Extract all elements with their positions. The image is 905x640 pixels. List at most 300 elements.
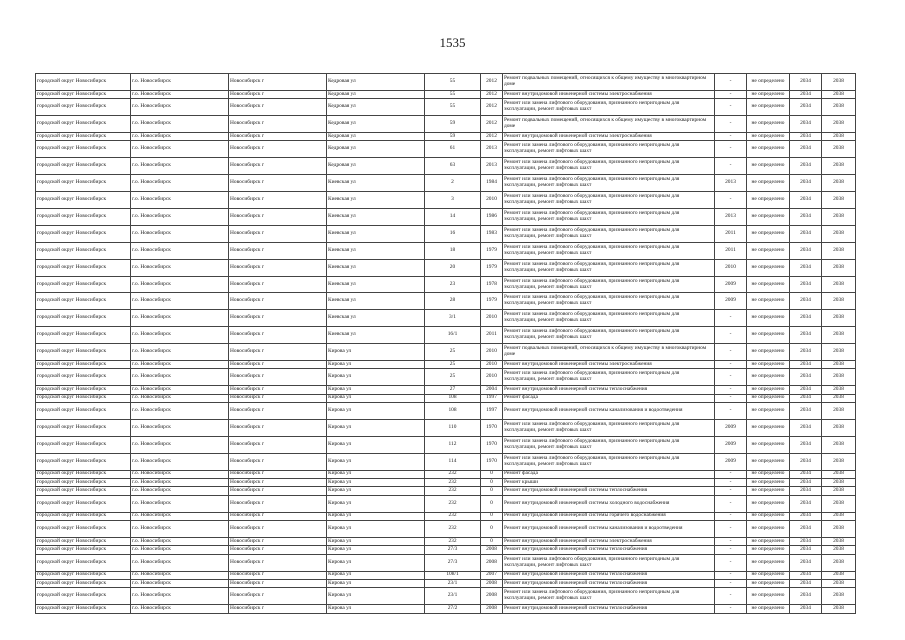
- period-end-cell: 2038: [822, 90, 856, 98]
- street-cell: Киевская ул: [327, 259, 425, 276]
- last-repair-year-cell: 2009: [715, 419, 747, 436]
- municipality-cell: городской округ Новосибирск: [36, 344, 131, 361]
- period-start-cell: 2034: [790, 419, 822, 436]
- street-cell: Киевская ул: [327, 327, 425, 344]
- house-number-cell: 55: [425, 90, 481, 98]
- build-year-cell: 2008: [481, 546, 503, 554]
- district-cell: г.о. Новосибирск: [131, 394, 229, 402]
- district-cell: г.о. Новосибирск: [131, 588, 229, 605]
- status-cell: не определено: [747, 310, 790, 327]
- work-type-cell: Ремонт подвальных помещений, относящихся к общему имуществу в многоквартирном доме: [503, 74, 715, 91]
- status-cell: не определено: [747, 580, 790, 588]
- table-row: [36, 90, 856, 98]
- work-type-cell: Ремонт внутридомовой инженерной системы электроснабжения: [503, 538, 715, 546]
- city-cell: Новосибирск г: [229, 512, 327, 520]
- house-number-cell: 27/3: [425, 546, 481, 554]
- house-number-cell: 114: [425, 453, 481, 470]
- period-start-cell: 2034: [790, 225, 822, 242]
- street-cell: Кирова ул: [327, 605, 425, 613]
- build-year-cell: 2013: [481, 158, 503, 175]
- build-year-cell: 2010: [481, 369, 503, 386]
- table-row: [36, 580, 856, 588]
- district-cell: г.о. Новосибирск: [131, 479, 229, 487]
- city-cell: Новосибирск г: [229, 394, 327, 402]
- status-cell: не определено: [747, 116, 790, 133]
- work-type-cell: Ремонт внутридомовой инженерной системы теплоснабжения: [503, 487, 715, 495]
- table-row: [36, 175, 856, 192]
- period-end-cell: 2038: [822, 242, 856, 259]
- period-end-cell: 2038: [822, 192, 856, 209]
- work-type-cell: Ремонт внутридомовой инженерной системы электроснабжения: [503, 361, 715, 369]
- house-number-cell: 55: [425, 74, 481, 91]
- house-number-cell: 16/1: [425, 327, 481, 344]
- period-start-cell: 2034: [790, 99, 822, 116]
- district-cell: г.о. Новосибирск: [131, 327, 229, 344]
- last-repair-year-cell: -: [715, 133, 747, 141]
- period-end-cell: 2038: [822, 479, 856, 487]
- work-type-cell: Ремонт внутридомовой инженерной системы теплоснабжения: [503, 571, 715, 579]
- status-cell: не определено: [747, 571, 790, 579]
- city-cell: Новосибирск г: [229, 453, 327, 470]
- period-start-cell: 2034: [790, 344, 822, 361]
- status-cell: не определено: [747, 209, 790, 226]
- period-start-cell: 2034: [790, 487, 822, 495]
- build-year-cell: 1983: [481, 225, 503, 242]
- table-row: [36, 394, 856, 402]
- table-row: [36, 209, 856, 226]
- work-type-cell: Ремонт или замена лифтового оборудования, признанного непригодным для эксплуатации, ремонт лифтовых шахт: [503, 436, 715, 453]
- work-type-cell: Ремонт или замена лифтового оборудования, признанного непригодным для эксплуатации, ремонт лифтовых шахт: [503, 192, 715, 209]
- period-end-cell: 2038: [822, 538, 856, 546]
- period-end-cell: 2038: [822, 436, 856, 453]
- district-cell: г.о. Новосибирск: [131, 209, 229, 226]
- last-repair-year-cell: 2009: [715, 453, 747, 470]
- district-cell: г.о. Новосибирск: [131, 546, 229, 554]
- table-row: [36, 327, 856, 344]
- district-cell: г.о. Новосибирск: [131, 580, 229, 588]
- period-end-cell: 2038: [822, 546, 856, 554]
- build-year-cell: 2008: [481, 580, 503, 588]
- house-number-cell: 232: [425, 521, 481, 538]
- period-end-cell: 2038: [822, 344, 856, 361]
- status-cell: не определено: [747, 386, 790, 394]
- district-cell: г.о. Новосибирск: [131, 158, 229, 175]
- period-end-cell: 2038: [822, 521, 856, 538]
- status-cell: не определено: [747, 419, 790, 436]
- house-number-cell: 3/1: [425, 310, 481, 327]
- last-repair-year-cell: -: [715, 605, 747, 613]
- build-year-cell: 1970: [481, 436, 503, 453]
- city-cell: Новосибирск г: [229, 580, 327, 588]
- build-year-cell: 0: [481, 538, 503, 546]
- district-cell: г.о. Новосибирск: [131, 361, 229, 369]
- status-cell: не определено: [747, 158, 790, 175]
- last-repair-year-cell: -: [715, 588, 747, 605]
- build-year-cell: 1979: [481, 259, 503, 276]
- period-start-cell: 2034: [790, 242, 822, 259]
- city-cell: Новосибирск г: [229, 369, 327, 386]
- house-number-cell: 63: [425, 158, 481, 175]
- house-number-cell: 108: [425, 394, 481, 402]
- city-cell: Новосибирск г: [229, 479, 327, 487]
- build-year-cell: 2012: [481, 116, 503, 133]
- municipality-cell: городской округ Новосибирск: [36, 242, 131, 259]
- status-cell: не определено: [747, 259, 790, 276]
- city-cell: Новосибирск г: [229, 538, 327, 546]
- period-start-cell: 2034: [790, 403, 822, 420]
- period-end-cell: 2038: [822, 259, 856, 276]
- municipality-cell: городской округ Новосибирск: [36, 605, 131, 613]
- last-repair-year-cell: 2009: [715, 436, 747, 453]
- build-year-cell: 1979: [481, 293, 503, 310]
- city-cell: Новосибирск г: [229, 605, 327, 613]
- district-cell: г.о. Новосибирск: [131, 436, 229, 453]
- street-cell: Киевская ул: [327, 225, 425, 242]
- house-number-cell: 25: [425, 361, 481, 369]
- municipality-cell: городской округ Новосибирск: [36, 386, 131, 394]
- work-type-cell: Ремонт или замена лифтового оборудования, признанного непригодным для эксплуатации, ремонт лифтовых шахт: [503, 327, 715, 344]
- status-cell: не определено: [747, 554, 790, 571]
- municipality-cell: городской округ Новосибирск: [36, 158, 131, 175]
- last-repair-year-cell: -: [715, 479, 747, 487]
- city-cell: Новосибирск г: [229, 133, 327, 141]
- build-year-cell: 2012: [481, 99, 503, 116]
- table-row: [36, 512, 856, 520]
- district-cell: г.о. Новосибирск: [131, 538, 229, 546]
- period-end-cell: 2038: [822, 225, 856, 242]
- page-number: 1535: [439, 35, 466, 50]
- table-row: [36, 521, 856, 538]
- period-end-cell: 2038: [822, 554, 856, 571]
- registry-table: [35, 73, 856, 614]
- district-cell: г.о. Новосибирск: [131, 116, 229, 133]
- district-cell: г.о. Новосибирск: [131, 554, 229, 571]
- house-number-cell: 55: [425, 99, 481, 116]
- municipality-cell: городской округ Новосибирск: [36, 259, 131, 276]
- build-year-cell: 0: [481, 521, 503, 538]
- work-type-cell: Ремонт подвальных помещений, относящихся к общему имуществу в многоквартирном доме: [503, 116, 715, 133]
- house-number-cell: 25: [425, 369, 481, 386]
- period-end-cell: 2038: [822, 209, 856, 226]
- city-cell: Новосибирск г: [229, 487, 327, 495]
- house-number-cell: 108: [425, 403, 481, 420]
- period-start-cell: 2034: [790, 74, 822, 91]
- work-type-cell: Ремонт внутридомовой инженерной системы теплоснабжения: [503, 605, 715, 613]
- district-cell: г.о. Новосибирск: [131, 453, 229, 470]
- status-cell: не определено: [747, 293, 790, 310]
- build-year-cell: 2004: [481, 386, 503, 394]
- street-cell: Кирова ул: [327, 538, 425, 546]
- street-cell: Киевская ул: [327, 293, 425, 310]
- table-row: [36, 470, 856, 478]
- municipality-cell: городской округ Новосибирск: [36, 436, 131, 453]
- last-repair-year-cell: -: [715, 394, 747, 402]
- last-repair-year-cell: 2013: [715, 175, 747, 192]
- period-end-cell: 2038: [822, 386, 856, 394]
- street-cell: Кирова ул: [327, 571, 425, 579]
- table-row: [36, 605, 856, 613]
- street-cell: Кирова ул: [327, 453, 425, 470]
- district-cell: г.о. Новосибирск: [131, 141, 229, 158]
- street-cell: Кирова ул: [327, 580, 425, 588]
- street-cell: Кедровая ул: [327, 99, 425, 116]
- municipality-cell: городской округ Новосибирск: [36, 512, 131, 520]
- period-start-cell: 2034: [790, 479, 822, 487]
- city-cell: Новосибирск г: [229, 571, 327, 579]
- table-row: [36, 259, 856, 276]
- last-repair-year-cell: -: [715, 369, 747, 386]
- municipality-cell: городской округ Новосибирск: [36, 419, 131, 436]
- municipality-cell: городской округ Новосибирск: [36, 487, 131, 495]
- work-type-cell: Ремонт или замена лифтового оборудования, признанного непригодным для эксплуатации, ремонт лифтовых шахт: [503, 276, 715, 293]
- street-cell: Кирова ул: [327, 554, 425, 571]
- table-row: [36, 487, 856, 495]
- district-cell: г.о. Новосибирск: [131, 259, 229, 276]
- work-type-cell: Ремонт внутридомовой инженерной системы теплоснабжения: [503, 386, 715, 394]
- last-repair-year-cell: -: [715, 403, 747, 420]
- district-cell: г.о. Новосибирск: [131, 386, 229, 394]
- period-start-cell: 2034: [790, 90, 822, 98]
- house-number-cell: 112: [425, 436, 481, 453]
- table-row: [36, 344, 856, 361]
- street-cell: Кирова ул: [327, 344, 425, 361]
- municipality-cell: городской округ Новосибирск: [36, 310, 131, 327]
- table-row: [36, 495, 856, 512]
- district-cell: г.о. Новосибирск: [131, 605, 229, 613]
- house-number-cell: 232: [425, 495, 481, 512]
- period-start-cell: 2034: [790, 133, 822, 141]
- period-end-cell: 2038: [822, 116, 856, 133]
- municipality-cell: городской округ Новосибирск: [36, 479, 131, 487]
- house-number-cell: 14: [425, 209, 481, 226]
- status-cell: не определено: [747, 74, 790, 91]
- district-cell: г.о. Новосибирск: [131, 90, 229, 98]
- status-cell: не определено: [747, 436, 790, 453]
- district-cell: г.о. Новосибирск: [131, 571, 229, 579]
- status-cell: не определено: [747, 141, 790, 158]
- last-repair-year-cell: 2009: [715, 276, 747, 293]
- municipality-cell: городской округ Новосибирск: [36, 369, 131, 386]
- table-row: [36, 538, 856, 546]
- period-end-cell: 2038: [822, 495, 856, 512]
- city-cell: Новосибирск г: [229, 99, 327, 116]
- municipality-cell: городской округ Новосибирск: [36, 453, 131, 470]
- city-cell: Новосибирск г: [229, 225, 327, 242]
- status-cell: не определено: [747, 361, 790, 369]
- street-cell: Кирова ул: [327, 521, 425, 538]
- city-cell: Новосибирск г: [229, 344, 327, 361]
- build-year-cell: 1970: [481, 419, 503, 436]
- street-cell: Киевская ул: [327, 192, 425, 209]
- last-repair-year-cell: -: [715, 487, 747, 495]
- status-cell: не определено: [747, 512, 790, 520]
- period-start-cell: 2034: [790, 276, 822, 293]
- city-cell: Новосибирск г: [229, 470, 327, 478]
- status-cell: не определено: [747, 495, 790, 512]
- table-row: [36, 588, 856, 605]
- period-end-cell: 2038: [822, 74, 856, 91]
- work-type-cell: Ремонт или замена лифтового оборудования, признанного непригодным для эксплуатации, ремонт лифтовых шахт: [503, 158, 715, 175]
- work-type-cell: Ремонт внутридомовой инженерной системы холодного водоснабжения: [503, 495, 715, 512]
- city-cell: Новосибирск г: [229, 495, 327, 512]
- street-cell: Кирова ул: [327, 369, 425, 386]
- status-cell: не определено: [747, 276, 790, 293]
- street-cell: Кедровая ул: [327, 133, 425, 141]
- table-row: [36, 141, 856, 158]
- work-type-cell: Ремонт внутридомовой инженерной системы теплоснабжения: [503, 546, 715, 554]
- municipality-cell: городской округ Новосибирск: [36, 361, 131, 369]
- city-cell: Новосибирск г: [229, 293, 327, 310]
- period-end-cell: 2038: [822, 175, 856, 192]
- table-row: [36, 158, 856, 175]
- city-cell: Новосибирск г: [229, 419, 327, 436]
- district-cell: г.о. Новосибирск: [131, 310, 229, 327]
- house-number-cell: 23/1: [425, 588, 481, 605]
- period-start-cell: 2034: [790, 588, 822, 605]
- work-type-cell: Ремонт фасада: [503, 470, 715, 478]
- street-cell: Кирова ул: [327, 512, 425, 520]
- table-row: [36, 419, 856, 436]
- work-type-cell: Ремонт или замена лифтового оборудования, признанного непригодным для эксплуатации, ремонт лифтовых шахт: [503, 310, 715, 327]
- status-cell: не определено: [747, 521, 790, 538]
- registry-body: [36, 74, 856, 614]
- build-year-cell: 0: [481, 470, 503, 478]
- period-end-cell: 2038: [822, 470, 856, 478]
- period-end-cell: 2038: [822, 99, 856, 116]
- city-cell: Новосибирск г: [229, 436, 327, 453]
- period-end-cell: 2038: [822, 133, 856, 141]
- district-cell: г.о. Новосибирск: [131, 495, 229, 512]
- house-number-cell: 27: [425, 386, 481, 394]
- period-end-cell: 2038: [822, 369, 856, 386]
- work-type-cell: Ремонт или замена лифтового оборудования, признанного непригодным для эксплуатации, ремонт лифтовых шахт: [503, 175, 715, 192]
- table-row: [36, 546, 856, 554]
- status-cell: не определено: [747, 327, 790, 344]
- street-cell: Киевская ул: [327, 209, 425, 226]
- city-cell: Новосибирск г: [229, 521, 327, 538]
- last-repair-year-cell: -: [715, 386, 747, 394]
- street-cell: Кедровая ул: [327, 141, 425, 158]
- house-number-cell: 59: [425, 116, 481, 133]
- municipality-cell: городской округ Новосибирск: [36, 116, 131, 133]
- street-cell: Кирова ул: [327, 588, 425, 605]
- build-year-cell: 0: [481, 495, 503, 512]
- district-cell: г.о. Новосибирск: [131, 512, 229, 520]
- last-repair-year-cell: -: [715, 495, 747, 512]
- period-end-cell: 2038: [822, 361, 856, 369]
- work-type-cell: Ремонт или замена лифтового оборудования, признанного непригодным для эксплуатации, ремонт лифтовых шахт: [503, 453, 715, 470]
- house-number-cell: 2: [425, 175, 481, 192]
- build-year-cell: 2013: [481, 141, 503, 158]
- district-cell: г.о. Новосибирск: [131, 74, 229, 91]
- house-number-cell: 23: [425, 276, 481, 293]
- work-type-cell: Ремонт внутридомовой инженерной системы горячего водоснабжения: [503, 512, 715, 520]
- work-type-cell: Ремонт или замена лифтового оборудования, признанного непригодным для эксплуатации, ремонт лифтовых шахт: [503, 419, 715, 436]
- municipality-cell: городской округ Новосибирск: [36, 546, 131, 554]
- table-row: [36, 225, 856, 242]
- build-year-cell: 2010: [481, 361, 503, 369]
- street-cell: Кирова ул: [327, 495, 425, 512]
- last-repair-year-cell: -: [715, 538, 747, 546]
- street-cell: Киевская ул: [327, 175, 425, 192]
- period-start-cell: 2034: [790, 512, 822, 520]
- street-cell: Кирова ул: [327, 419, 425, 436]
- period-start-cell: 2034: [790, 580, 822, 588]
- work-type-cell: Ремонт внутридомовой инженерной системы электроснабжения: [503, 133, 715, 141]
- period-end-cell: 2038: [822, 453, 856, 470]
- house-number-cell: 3: [425, 192, 481, 209]
- period-end-cell: 2038: [822, 310, 856, 327]
- house-number-cell: 28: [425, 293, 481, 310]
- municipality-cell: городской округ Новосибирск: [36, 327, 131, 344]
- district-cell: г.о. Новосибирск: [131, 192, 229, 209]
- period-start-cell: 2034: [790, 571, 822, 579]
- build-year-cell: 2012: [481, 133, 503, 141]
- municipality-cell: городской округ Новосибирск: [36, 276, 131, 293]
- street-cell: Киевская ул: [327, 310, 425, 327]
- last-repair-year-cell: -: [715, 361, 747, 369]
- table-row: [36, 403, 856, 420]
- period-start-cell: 2034: [790, 470, 822, 478]
- table-row: [36, 192, 856, 209]
- street-cell: Кирова ул: [327, 470, 425, 478]
- build-year-cell: 1984: [481, 175, 503, 192]
- municipality-cell: городской округ Новосибирск: [36, 141, 131, 158]
- city-cell: Новосибирск г: [229, 74, 327, 91]
- city-cell: Новосибирск г: [229, 554, 327, 571]
- last-repair-year-cell: -: [715, 470, 747, 478]
- period-start-cell: 2034: [790, 546, 822, 554]
- street-cell: Кедровая ул: [327, 74, 425, 91]
- district-cell: г.о. Новосибирск: [131, 369, 229, 386]
- work-type-cell: Ремонт или замена лифтового оборудования, признанного непригодным для эксплуатации, ремонт лифтовых шахт: [503, 293, 715, 310]
- municipality-cell: городской округ Новосибирск: [36, 403, 131, 420]
- city-cell: Новосибирск г: [229, 588, 327, 605]
- build-year-cell: 2008: [481, 554, 503, 571]
- work-type-cell: Ремонт или замена лифтового оборудования, признанного непригодным для эксплуатации, ремонт лифтовых шахт: [503, 369, 715, 386]
- street-cell: Киевская ул: [327, 276, 425, 293]
- house-number-cell: 232: [425, 538, 481, 546]
- status-cell: не определено: [747, 394, 790, 402]
- last-repair-year-cell: -: [715, 521, 747, 538]
- table-row: [36, 133, 856, 141]
- period-start-cell: 2034: [790, 369, 822, 386]
- build-year-cell: 2008: [481, 605, 503, 613]
- district-cell: г.о. Новосибирск: [131, 242, 229, 259]
- municipality-cell: городской округ Новосибирск: [36, 90, 131, 98]
- district-cell: г.о. Новосибирск: [131, 293, 229, 310]
- district-cell: г.о. Новосибирск: [131, 133, 229, 141]
- table-row: [36, 436, 856, 453]
- municipality-cell: городской округ Новосибирск: [36, 133, 131, 141]
- city-cell: Новосибирск г: [229, 327, 327, 344]
- city-cell: Новосибирск г: [229, 141, 327, 158]
- street-cell: Кирова ул: [327, 361, 425, 369]
- municipality-cell: городской округ Новосибирск: [36, 209, 131, 226]
- city-cell: Новосибирск г: [229, 90, 327, 98]
- district-cell: г.о. Новосибирск: [131, 403, 229, 420]
- house-number-cell: 232: [425, 470, 481, 478]
- status-cell: не определено: [747, 487, 790, 495]
- period-start-cell: 2034: [790, 453, 822, 470]
- period-start-cell: 2034: [790, 259, 822, 276]
- build-year-cell: 1970: [481, 453, 503, 470]
- last-repair-year-cell: -: [715, 580, 747, 588]
- period-end-cell: 2038: [822, 588, 856, 605]
- status-cell: не определено: [747, 90, 790, 98]
- table-row: [36, 386, 856, 394]
- house-number-cell: 59: [425, 133, 481, 141]
